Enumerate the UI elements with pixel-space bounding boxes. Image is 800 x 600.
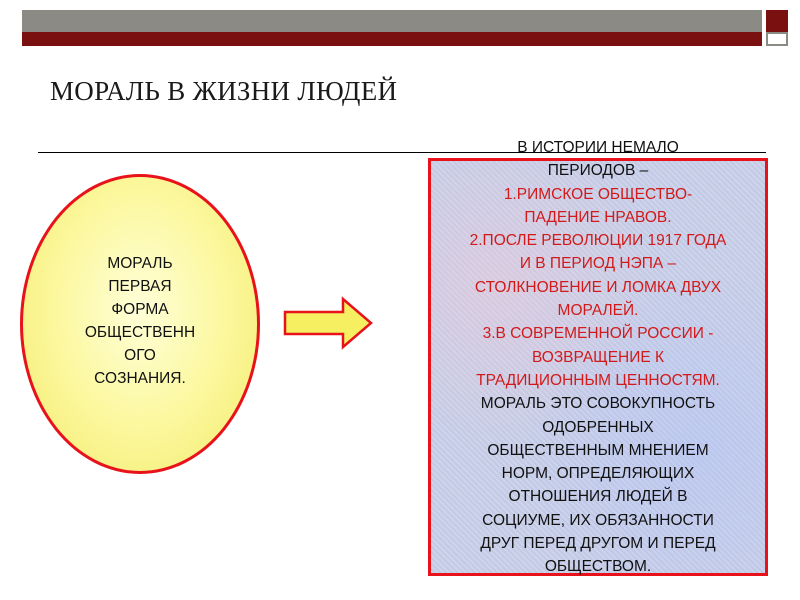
header-bar-gray: [22, 10, 762, 32]
panel-line: В ИСТОРИИ НЕМАЛО: [517, 139, 679, 156]
panel-line: ПЕРИОДОВ –: [547, 162, 649, 180]
panel-line: ПАДЕНИЕ НРАВОВ.: [524, 208, 672, 226]
oval-line: ПЕРВАЯ: [108, 278, 172, 295]
panel-line: ДРУГ ПЕРЕД ДРУГОМ И ПЕРЕД: [480, 535, 716, 553]
panel-line: ОБЩЕСТВОМ.: [544, 558, 652, 576]
panel-line: 2.ПОСЛЕ РЕВОЛЮЦИИ 1917 ГОДА: [469, 232, 727, 250]
right-arrow-icon: [283, 296, 375, 350]
panel-line: МОРАЛЬ ЭТО СОВОКУПНОСТЬ: [480, 395, 716, 413]
panel-line: И В ПЕРИОД НЭПА –: [519, 255, 677, 273]
panel-line: МОРАЛЕЙ.: [557, 302, 639, 320]
panel-line: ТРАДИЦИОННЫМ ЦЕННОСТЯМ.: [476, 371, 720, 389]
slide-title: МОРАЛЬ В ЖИЗНИ ЛЮДЕЙ: [50, 76, 398, 106]
panel-line: 1.РИМСКОЕ ОБЩЕСТВО-: [503, 185, 693, 203]
panel-line: ОБЩЕСТВЕННЫМ МНЕНИЕМ: [487, 441, 709, 459]
panel-line: ОДОБРЕННЫХ: [542, 418, 654, 436]
corner-square-red: [766, 10, 788, 32]
panel-line: СТОЛКНОВЕНИЕ И ЛОМКА ДВУХ: [474, 278, 722, 296]
oval-text: [55, 252, 225, 390]
oval-line: ОГО: [124, 347, 156, 364]
corner-square-outline: [766, 32, 788, 46]
panel-line: ОТНОШЕНИЯ ЛЮДЕЙ В: [508, 488, 688, 506]
oval-line: ФОРМА: [111, 301, 169, 318]
header-bar-red: [22, 32, 762, 46]
panel-line: 3.В СОВРЕМЕННОЙ РОССИИ -: [482, 325, 714, 343]
panel-line: НОРМ, ОПРЕДЕЛЯЮЩИХ: [501, 465, 695, 483]
oval-line: СОЗНАНИЯ.: [94, 370, 186, 387]
panel-text: [418, 136, 778, 579]
panel-line: ВОЗВРАЩЕНИЕ К: [531, 348, 665, 366]
oval-line: МОРАЛЬ: [107, 255, 173, 272]
oval-line: ОБЩЕСТВЕНН: [84, 324, 196, 341]
panel-line: СОЦИУМЕ, ИХ ОБЯЗАННОСТИ: [482, 511, 714, 529]
